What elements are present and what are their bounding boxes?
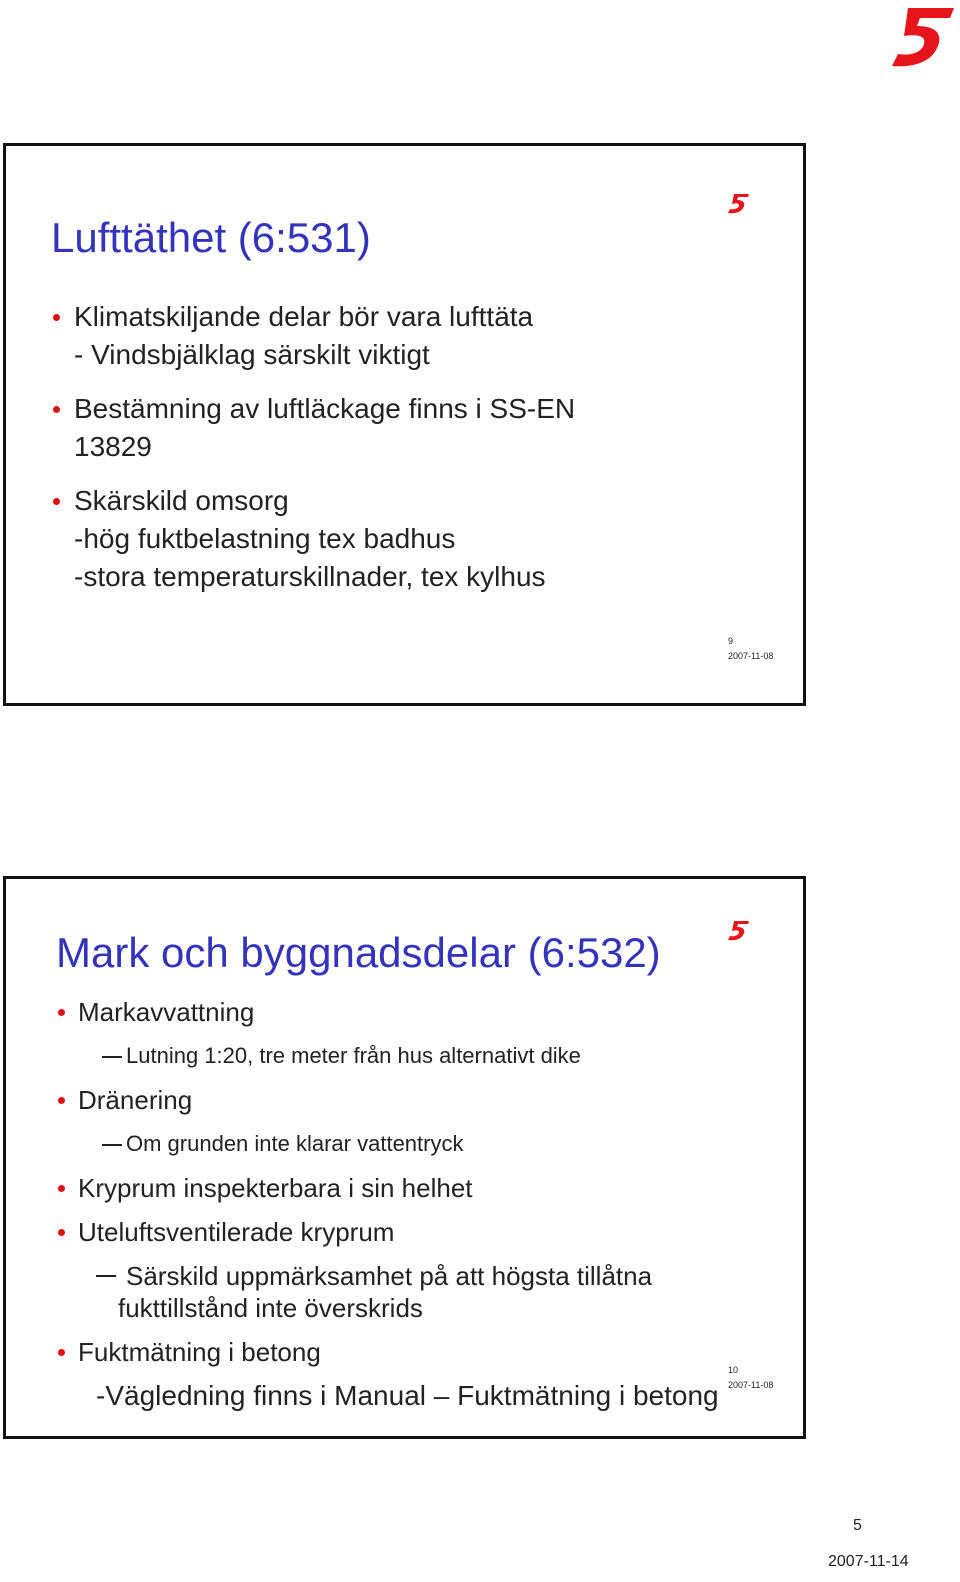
plain-line: -Vägledning finns i Manual – Fuktmätning i betong — [96, 1380, 719, 1411]
dash-marker — [102, 1056, 122, 1058]
sub-item-text: fukttillstånd inte överskrids — [118, 1293, 423, 1323]
bullet-line: 13829 — [74, 431, 152, 462]
bullet-item: Uteluftsventilerade kryprum — [54, 1210, 799, 1254]
dash-marker — [96, 1275, 116, 1277]
slide-number: 9 — [728, 636, 734, 646]
sub-item-text: Lutning 1:20, tre meter från hus alternativt dike — [126, 1043, 581, 1068]
page-date: 2007-11-14 — [828, 1553, 909, 1570]
slide-1 — [3, 143, 806, 706]
bullet-item — [49, 298, 575, 374]
sub-item-text: Om grunden inte klarar vattentryck — [126, 1131, 464, 1156]
bullet-list — [49, 298, 575, 612]
slide-title: Mark och byggnadsdelar (6:532) — [56, 929, 661, 976]
bullet-item: Dränering — [54, 1078, 799, 1122]
bullet-item — [49, 390, 575, 466]
bullet-line: -stora temperaturskillnader, tex kylhus — [74, 561, 546, 592]
slide-title: Lufttäthet (6:531) — [51, 214, 371, 261]
bullet-list — [54, 990, 799, 1418]
logo-shape — [892, 8, 954, 66]
slide-logo-icon — [726, 193, 750, 215]
sub-item — [54, 1254, 799, 1330]
slide-date: 2007-11-08 — [728, 1380, 774, 1390]
dash-marker — [102, 1144, 122, 1146]
slide-number: 10 — [728, 1365, 739, 1375]
bullet-line: Klimatskiljande delar bör vara lufttäta — [74, 301, 534, 332]
bullet-item: Markavvattning — [54, 990, 799, 1034]
bullet-line: - Vindsbjälklag särskilt viktigt — [74, 339, 430, 370]
sub-item — [54, 1122, 799, 1166]
sub-item-text: Särskild uppmärksamhet på att högsta tillåtna — [126, 1261, 653, 1291]
bullet-line: Bestämning av luftläckage finns i SS-EN — [74, 393, 576, 424]
bullet-item: Fuktmätning i betong — [54, 1330, 799, 1374]
red-s-logo-icon — [886, 6, 956, 68]
slide-logo-icon — [726, 920, 750, 942]
page-number: 5 — [853, 1517, 862, 1534]
sub-item — [54, 1034, 799, 1078]
bullet-item — [49, 482, 575, 596]
slide-date: 2007-11-08 — [728, 651, 774, 661]
bullet-line: -hög fuktbelastning tex badhus — [74, 523, 456, 554]
bullet-line: Skärskild omsorg — [74, 485, 289, 516]
slide-2 — [3, 876, 806, 1439]
bullet-item: Kryprum inspekterbara i sin helhet — [54, 1166, 799, 1210]
